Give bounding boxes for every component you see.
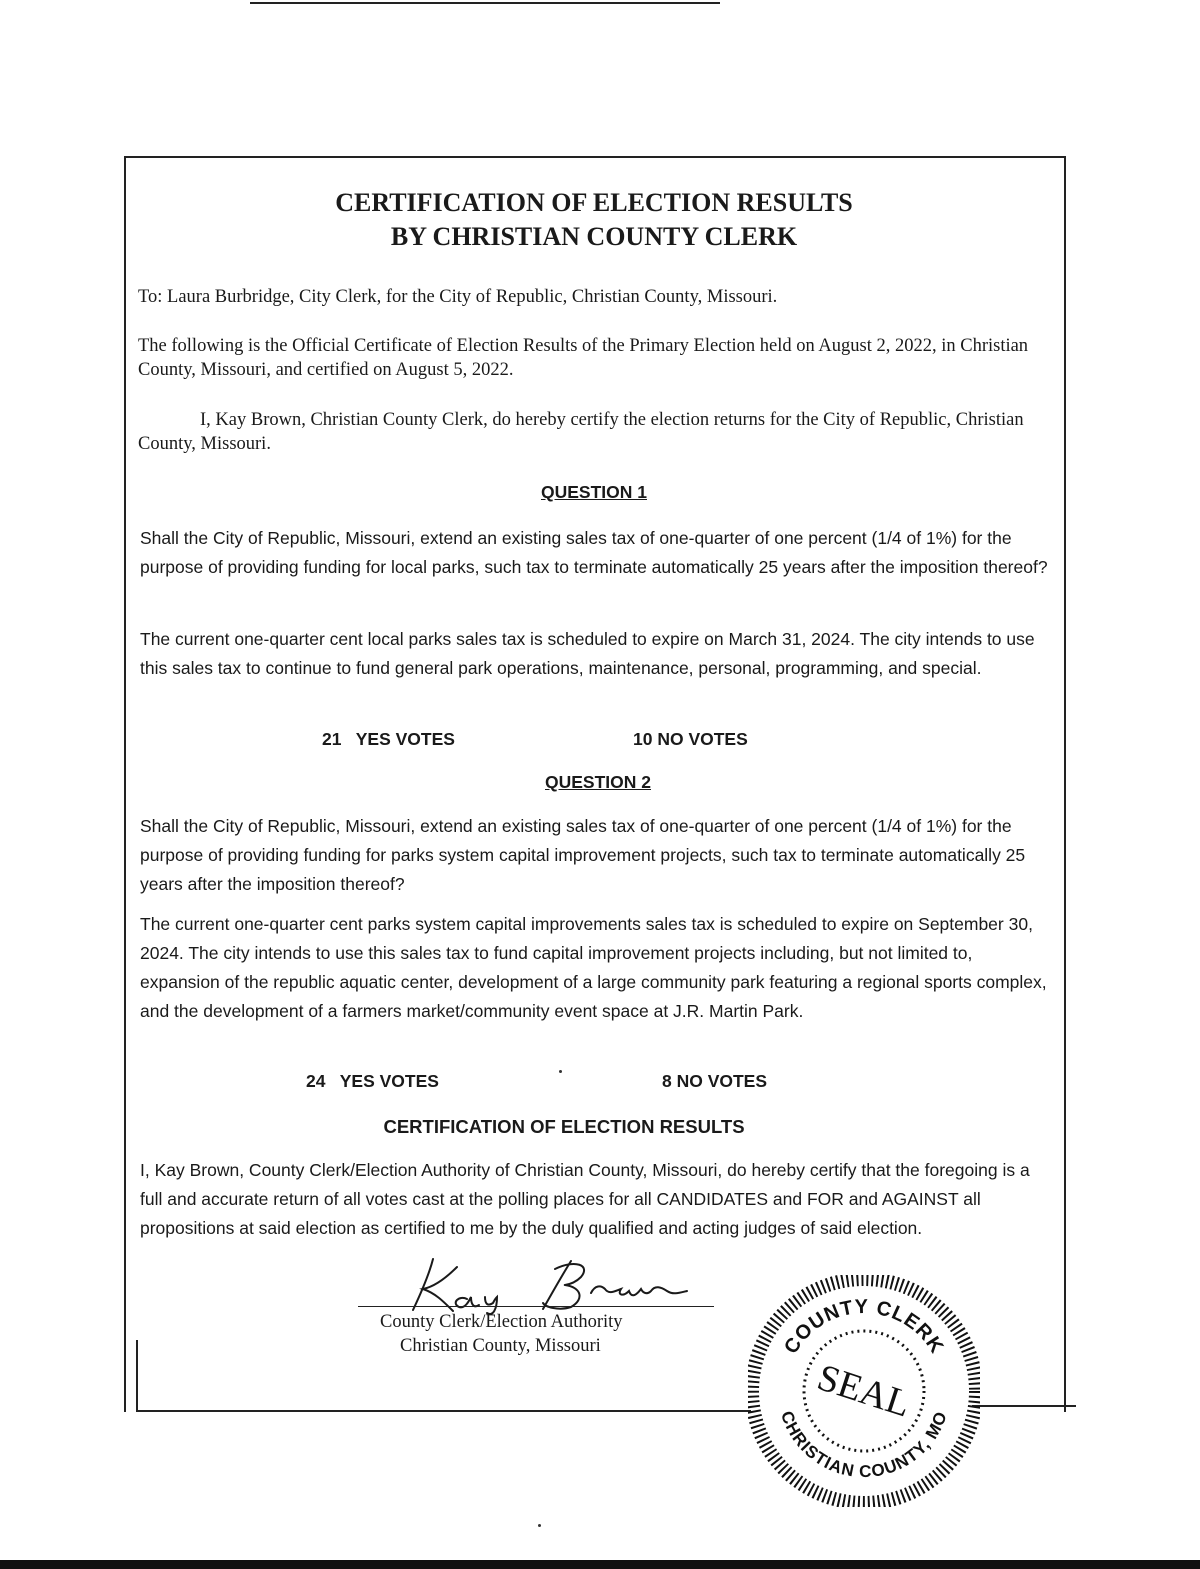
question2-no-votes: 8 NO VOTES — [662, 1071, 768, 1091]
question1-text: Shall the City of Republic, Missouri, extend an existing sales tax of one-quarter of one percent (1/4 of 1%) for the purpose of providing funding for local parks, such tax to terminate automatically 25 years after the imposition thereof? — [140, 528, 1048, 577]
signature-role: County Clerk/Election Authority — [380, 1312, 623, 1332]
frame-left-border-lower — [136, 1340, 138, 1412]
seal-top-text: COUNTY CLERK — [780, 1295, 948, 1358]
certify-returns-paragraph: I, Kay Brown, Christian County Clerk, do hereby certify the election returns for the City of Republic, Christian County, Missouri. — [138, 410, 1024, 454]
question2-text: Shall the City of Republic, Missouri, extend an existing sales tax of one-quarter of one percent (1/4 of 1%) for the purpose of providing funding for parks system capital improvement projects, such tax to terminate automatically 25 years after the imposition thereof? — [140, 816, 1026, 894]
intro-paragraph: The following is the Official Certificate of Election Results of the Primary Election held on August 2, 2022, in Christian County, Missouri, and certified on August 5, 2022. — [138, 336, 1029, 380]
svg-text:COUNTY CLERK — [780, 1296, 948, 1358]
signature-line — [358, 1306, 714, 1307]
question1-no-votes: 10 NO VOTES — [633, 729, 748, 749]
signature-county: Christian County, Missouri — [400, 1336, 601, 1356]
svg-text:CHRISTIAN COUNTY, MO — [777, 1409, 951, 1482]
frame-bottom-border — [137, 1410, 751, 1412]
certification-heading: CERTIFICATION OF ELECTION RESULTS — [383, 1116, 745, 1137]
scan-speck — [559, 1070, 562, 1073]
certification-statement: I, Kay Brown, County Clerk/Election Authority of Christian County, Missouri, do hereby certify that the foregoing is a full and accurate return of all votes cast at the polling places for all CANDIDATES and FOR and AGAINST all propositions at said election as certified to me by the duly qualified and acting judges of said election. — [140, 1160, 1030, 1238]
scan-speck — [538, 1524, 541, 1527]
document-title: CERTIFICATION OF ELECTION RESULTS — [335, 188, 853, 217]
seal-center-text: SEAL — [812, 1356, 916, 1426]
question2-yes-votes: 24 YES VOTES — [306, 1071, 439, 1091]
county-clerk-seal — [748, 1275, 980, 1507]
question1-heading: QUESTION 1 — [541, 482, 647, 502]
question2-heading: QUESTION 2 — [545, 772, 651, 792]
question2-explanation: The current one-quarter cent parks system capital improvements sales tax is scheduled to expire on September 30, 2024. The city intends to use this sales tax to fund capital improvement projects including, but not limited to, expansion of the republic aquatic center, development of a large community park featuring a regional sports complex, and the development of a farmers market/community event space at J.R. Martin Park. — [140, 914, 1047, 1021]
frame-bottom-border-right — [972, 1405, 1076, 1407]
scan-bottom-edge — [0, 1560, 1200, 1569]
seal-bottom-text: CHRISTIAN COUNTY, MO — [776, 1408, 952, 1482]
question1-yes-votes: 21 YES VOTES — [322, 729, 455, 749]
addressee-line: To: Laura Burbridge, City Clerk, for the City of Republic, Christian County, Missouri. — [138, 287, 778, 307]
question1-explanation: The current one-quarter cent local parks sales tax is scheduled to expire on March 31, 2024. The city intends to use this sales tax to continue to fund general park operations, maintenance, personal, programming, and special. — [140, 629, 1035, 678]
document-subtitle: BY CHRISTIAN COUNTY CLERK — [390, 222, 798, 251]
scan-top-rule — [250, 2, 720, 4]
